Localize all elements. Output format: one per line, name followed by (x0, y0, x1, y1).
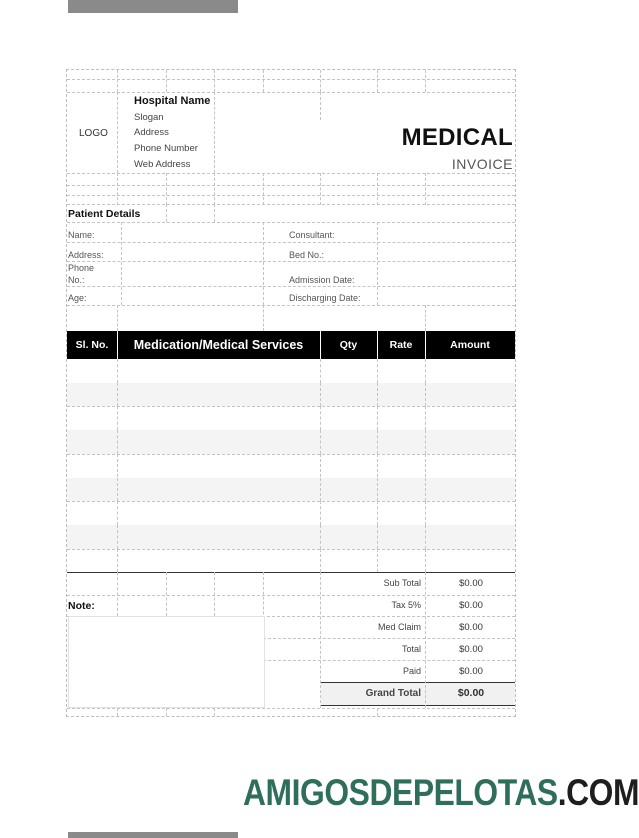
name-label: Name: (68, 230, 95, 240)
subtotal-label: Sub Total (383, 578, 421, 588)
paid-label: Paid (402, 666, 421, 676)
age-label: Age: (68, 293, 87, 303)
bottom-gray-bar (68, 832, 238, 838)
grand-total-value: $0.00 (457, 687, 485, 699)
address-label: Address: (68, 250, 104, 260)
phone-label-line2: No.: (68, 275, 85, 285)
table-row[interactable] (67, 359, 515, 383)
phone-label-line1: Phone (68, 263, 95, 273)
table-row[interactable] (67, 383, 515, 407)
watermark-domain: .COM (557, 772, 639, 813)
table-row[interactable] (67, 549, 515, 573)
hospital-slogan: Slogan (134, 112, 164, 123)
col-header-rate: Rate (389, 339, 413, 351)
table-row[interactable] (67, 454, 515, 478)
tax-label: Tax 5% (391, 600, 421, 610)
col-header-amount: Amount (450, 339, 490, 351)
consultant-label: Consultant: (289, 230, 335, 240)
med-claim-label: Med Claim (377, 622, 421, 632)
note-label: Note: (68, 600, 95, 612)
table-row[interactable] (67, 525, 515, 549)
table-row[interactable] (67, 406, 515, 430)
paid-value: $0.00 (459, 666, 483, 677)
invoice-sheet (67, 70, 515, 716)
invoice-subtitle: INVOICE (451, 156, 513, 172)
site-watermark (243, 772, 639, 814)
hospital-phone: Phone Number (134, 143, 198, 154)
tax-value: $0.00 (459, 600, 483, 611)
top-gray-bar (68, 0, 238, 13)
invoice-title: MEDICAL (401, 124, 513, 151)
total-label: Total (401, 644, 421, 654)
bed-number-label: Bed No.: (289, 250, 325, 260)
col-header-qty: Qty (339, 339, 358, 351)
subtotal-value: $0.00 (459, 578, 483, 589)
discharging-date-label: Discharging Date: (289, 293, 361, 303)
total-value: $0.00 (459, 644, 483, 655)
logo-placeholder: LOGO (79, 128, 108, 139)
col-header-sl-no: Sl. No. (75, 339, 109, 351)
table-row[interactable] (67, 501, 515, 525)
grand-total-label: Grand Total (365, 688, 421, 699)
col-header-services: Medication/Medical Services (133, 338, 304, 352)
patient-details-heading: Patient Details (68, 208, 141, 220)
med-claim-value: $0.00 (459, 622, 483, 633)
table-row[interactable] (67, 430, 515, 454)
hospital-web-address: Web Address (134, 159, 191, 170)
hospital-name: Hospital Name (134, 95, 211, 107)
items-table-header (67, 331, 515, 359)
table-row[interactable] (67, 478, 515, 502)
admission-date-label: Admission Date: (289, 275, 355, 285)
hospital-address: Address (134, 127, 169, 138)
note-box[interactable] (68, 616, 265, 708)
watermark-name: AMIGOSDEPELOTAS (243, 772, 558, 813)
